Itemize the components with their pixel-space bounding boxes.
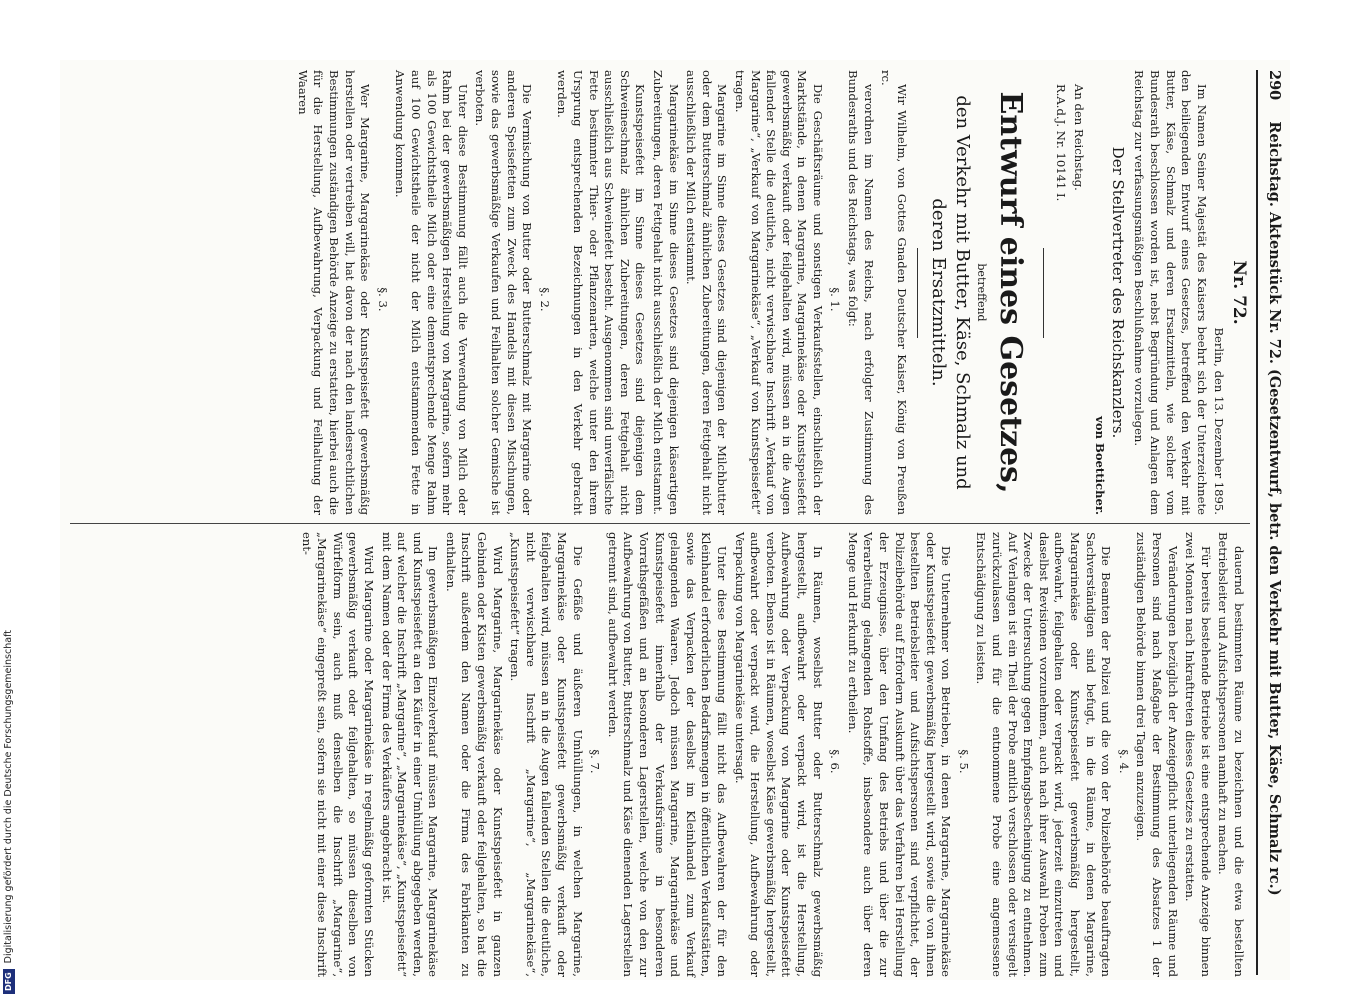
section-1-paragraph: Margarinekäse im Sinne dieses Gesetzes sind diejenigen käseartigen Zubereitungen, deren Fettgehalt nicht ausschließlich der Milch entstammt. xyxy=(650,70,681,515)
document-number: Nr. 72. xyxy=(1229,260,1249,325)
running-head-text: Reichstag. Aktenstück Nr. 72. (Gesetzentwurf, betr. den Verkehr mit Butter, Käse, Schmalz rc.) xyxy=(1266,121,1283,896)
law-title-sub: betreffend xyxy=(975,263,989,322)
section-heading-5: §. 5. xyxy=(956,749,971,774)
separator-rule xyxy=(1043,248,1044,338)
law-subtitle: den Verkehr mit Butter, Käse, Schmalz und deren Ersatzmitteln. xyxy=(927,95,973,490)
section-heading-4: §. 4. xyxy=(1116,749,1131,774)
section-3-paragraph: Veränderungen bezüglich der Anzeigepflicht unterliegenden Räume und Personen sind nach Maßgabe der Bestimmung des Absatzes 1 der zuständigen Behörde binnen drei Tagen anzuzeigen. xyxy=(1134,532,1180,977)
left-column xyxy=(66,70,1249,515)
section-heading-6: §. 6. xyxy=(828,749,843,774)
letter-date: Berlin, den 13. Dezember 1895. xyxy=(1212,327,1227,515)
section-6-paragraph: In Räumen, woselbst Butter oder Butterschmalz gewerbsmäßig hergestellt, aufbewahrt oder verpackt wird, ist die Herstellung, Aufbewahrung oder Verpackung von Margarine oder Kunstspeisefett verboten. Ebenso ist in Räumen, woselbst Käse gewerbsmäßig hergestellt, aufbewahrt oder verpackt wird, die Herstellung, Aufbewahrung oder Verpackung von Margarinekäse untersagt. xyxy=(732,532,825,977)
section-heading-3: §. 3. xyxy=(375,287,390,312)
deputy-title: Der Stellvertreter des Reichskanzlers. xyxy=(1108,146,1127,439)
section-heading-1: §. 1. xyxy=(828,287,843,312)
section-6-paragraph: Unter diese Bestimmung fällt nicht das Aufbewahren der für den Kleinhandel erforderlichen Bedarfsmengen in öffentlichen Verkaufsstätten, sowie das Verpacken der daselbst im Kleinhandel zum Verkauf gelangenden Waaren. Jedoch müssen Margarine, Margarinekäse und Kunstspeisefett innerhalb der Verkaufsräume in besonderen Vorrathsgefäßen und an besonderen Lagerstellen, welche von den zur Aufbewahrung von Butter, Butterschmalz und Käse dienenden Lagerstellen getrennt sind, aufbewahrt werden. xyxy=(605,532,729,977)
page-number: 290 xyxy=(1266,70,1283,101)
signer-name: von Boetticher. xyxy=(1093,416,1108,515)
separator-rule xyxy=(917,248,918,338)
enactment-clause: verordnen im Namen des Reichs, nach erfolgter Zustimmung des Bundesraths und des Reichstags, was folgt: xyxy=(846,70,876,515)
letter-intro: Im Namen Seiner Majestät des Kaisers beehrt sich der Unterzeichnete den beiliegenden Entwurf eines Gesetzes, betreffend den Verkehr mit Butter, Käse, Schmalz und deren Ersatzmitteln, wie solcher vom Bundesrath beschlossen worden ist, nebst Begründung und Anlagen dem Reichstag zur verfassungsmäßigen Beschlußnahme vorzulegen. xyxy=(1132,70,1209,515)
digitization-credit xyxy=(2,0,16,1000)
section-7-paragraph: Im gewerbsmäßigen Einzelverkauf müssen Margarine, Margarinekäse und Kunstspeisefett an den Käufer in einer Umhüllung abgegeben werden, auf welcher die Inschrift „Margarine“, „Margarinekäse“, „Kunstspeisefett“ mit dem Namen oder der Firma des Verkäufers angebracht ist. xyxy=(379,532,441,977)
section-7-paragraph: Wird Margarine oder Margarinekäse in regelmäßig geformten Stücken gewerbsmäßig verkauft oder feilgehalten, so müssen dieselben von Würfelform sein, auch muß denselben die Inschrift „Margarine“, „Margarinekäse“ eingepreßt sein, sofern sie nicht mit einer diese Inschrift ent- xyxy=(299,532,376,977)
section-2-paragraph: Unter diese Bestimmung fällt auch die Verwendung von Milch oder Rahm bei der gewerbsmäßigen Herstellung von Margarine, sofern mehr als 100 Gewichtstheile Milch oder eine dementsprechende Menge Rahm auf 100 Gewichtstheile der nicht der Milch entstammenden Fette in Anwendung kommen. xyxy=(393,70,470,515)
section-1-paragraph: Margarine im Sinne dieses Gesetzes sind diejenigen der Milchbutter oder dem Butterschmalz ähnlichen Zubereitungen, deren Fettgehalt nicht ausschließlich der Milch entstammt. xyxy=(684,70,730,515)
section-3-paragraph: dauernd bestimmten Räume zu bezeichnen und die etwa bestellten Betriebsleiter und Aufsichtspersonen namhaft zu machen. xyxy=(1216,532,1246,977)
section-4-paragraph: Die Beamten der Polizei und die von der Polizeibehörde beauftragten Sachverständigen sind befugt, in die Räume, in denen Margarine, Margarinekäse oder Kunstspeisefett gewerbsmäßig hergestellt, aufbewahrt, feilgehalten oder verpackt wird, jederzeit einzutreten und daselbst Revisionen vorzunehmen, auch nach ihrer Auswahl Proben zum Zwecke der Untersuchung gegen Empfangsbescheinigung zu entnehmen. Auf Verlangen ist ein Theil der Probe amtlich verschlossen oder versiegelt zurückzulassen und für die entnommene Probe eine angemessene Entschädigung zu leisten. xyxy=(974,532,1114,977)
section-3-paragraph: Für bereits bestehende Betriebe ist eine entsprechende Anzeige binnen zwei Monaten nach Inkrafttreten dieses Gesetzes zu erstatten. xyxy=(1183,532,1213,977)
reference-number: R.A.d.J. Nr. 10141 I. xyxy=(1054,84,1069,202)
running-head xyxy=(1260,70,1282,975)
header-rule xyxy=(1256,70,1258,975)
section-1-paragraph: Kunstspeisefett im Sinne dieses Gesetzes sind diejenigen dem Schweineschmalz ähnlichen Zubereitungen, deren Fettgehalt nicht ausschließlich aus Schweinefett besteht. Ausgenommen sind unverfälschte Fette bestimmter Thier- oder Pflanzenarten, welche unter den ihrem Ursprung entsprechenden Bezeichnungen in den Verkehr gebracht werden. xyxy=(555,70,648,515)
section-2-paragraph: Die Vermischung von Butter oder Butterschmalz mit Margarine oder anderen Speisefetten zum Zweck des Handels mit diesen Mischungen, sowie das gewerbsmäßige Verkaufen und Feilhalten solcher Gemische ist verboten. xyxy=(473,70,535,515)
rotated-document-page xyxy=(60,60,1290,990)
section-heading-7: §. 7. xyxy=(588,749,603,774)
column-divider xyxy=(70,523,1250,524)
preamble: Wir Wilhelm, von Gottes Gnaden Deutscher Kaiser, König von Preußen rc. xyxy=(879,70,909,515)
addressee: An den Reichstag. xyxy=(1071,84,1086,191)
section-7-paragraph: Die Gefäße und äußeren Umhüllungen, in welchen Margarine, Margarinekäse oder Kunstspeisefett gewerbsmäßig verkauft oder feilgehalten wird, müssen an in die Augen fallenden Stellen die deutliche, nicht verwischbare Inschrift „Margarine“, „Margarinekäse“, „Kunstspeisefett“ tragen. xyxy=(508,532,585,977)
section-heading-2: §. 2. xyxy=(537,287,552,312)
digitization-credit-text: Digitalisierung gefördert durch die Deutsche Forschungsgemeinschaft xyxy=(3,630,14,964)
dfg-logo: DFG xyxy=(3,969,15,994)
section-3-paragraph: Wer Margarine, Margarinekäse oder Kunstspeisefett gewerbsmäßig herstellen oder vertreiben will, hat davon der nach den landesrechtlichen Bestimmungen zuständigen Behörde Anzeige zu erstatten, hierbei auch die für die Herstellung, Aufbewahrung, Verpackung und Feilhaltung der Waaren xyxy=(295,70,373,515)
law-title: Entwurf eines Gesetzes, xyxy=(993,91,1029,494)
right-column xyxy=(66,532,1246,977)
section-7-paragraph: Wird Margarine, Margarinekäse oder Kunstspeisefett in ganzen Gebinden oder Kisten gewerbsmäßig verkauft oder feilgehalten, so hat die Inschrift außerdem den Namen oder die Firma des Fabrikanten zu enthalten. xyxy=(443,532,505,977)
section-1-paragraph: Die Geschäftsräume und sonstigen Verkaufsstellen, einschließlich der Marktstände, in denen Margarine, Margarinekäse oder Kunstspeisefett gewerbsmäßig verkauft oder feilgehalten wird, müssen an in die Augen fallender Stelle die deutliche, nicht verwischbare Inschrift „Verkauf von Margarine“, „Verkauf von Margarinekäse“, „Verkauf von Kunstspeisefett“ tragen. xyxy=(732,70,825,515)
section-5-paragraph: Die Unternehmer von Betrieben, in denen Margarine, Margarinekäse oder Kunstspeisefett gewerbsmäßig hergestellt wird, sowie die von ihnen bestellten Betriebsleiter und Aufsichtspersonen sind verpflichtet, der Polizeibehörde auf Erfordern Auskunft über das Verfahren bei Herstellung der Erzeugnisse, über den Umfang des Betriebs und über die zur Verarbeitung gelangenden Rohstoffe, insbesondere auch über deren Menge und Herkunft zu ertheilen. xyxy=(845,532,954,977)
